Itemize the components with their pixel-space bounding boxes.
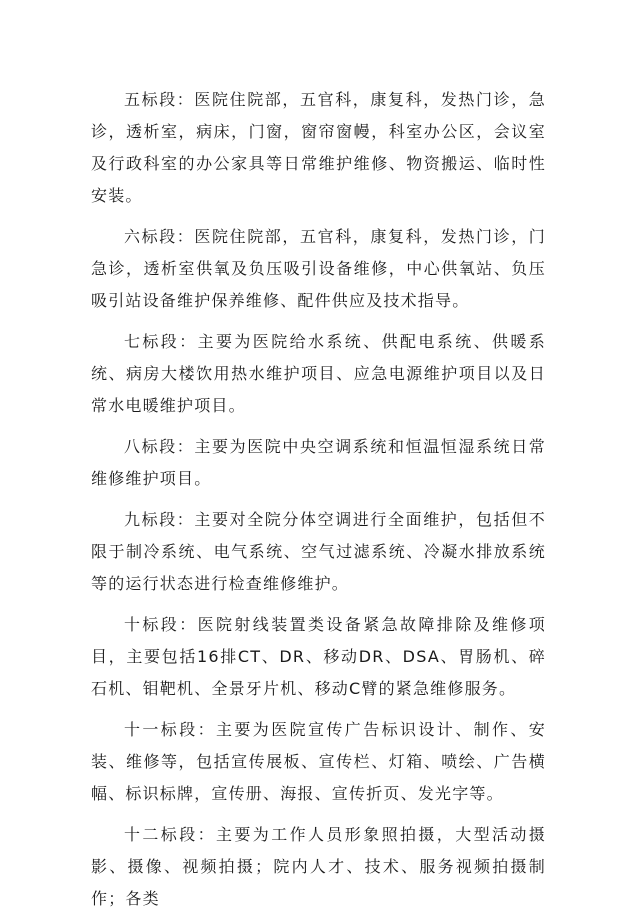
- paragraph-section-7: 七标段：主要为医院给水系统、供配电系统、供暖系统、病房大楼饮用热水维护项目、应急电源维护项目以及日常水电暖维护项目。: [91, 332, 546, 415]
- paragraph-section-8: 八标段：主要为医院中央空调系统和恒温恒湿系统日常维修维护项目。: [91, 437, 546, 488]
- paragraph-section-12: 十二标段：主要为工作人员形象照拍摄，大型活动摄影、摄像、视频拍摄；院内人才、技术、服务视频拍摄制作；各类: [91, 825, 546, 908]
- paragraph-section-11: 十一标段：主要为医院宣传广告标识设计、制作、安装、维修等，包括宣传展板、宣传栏、灯箱、喷绘、广告横幅、标识标牌，宣传册、海报、宣传折页、发光字等。: [91, 720, 546, 803]
- paragraph-section-6: 六标段：医院住院部，五官科，康复科，发热门诊，门急诊，透析室供氧及负压吸引设备维修，中心供氧站、负压吸引站设备维护保养维修、配件供应及技术指导。: [91, 227, 546, 310]
- document-body: [91, 84, 546, 924]
- paragraph-section-9: 九标段：主要对全院分体空调进行全面维护，包括但不限于制冷系统、电气系统、空气过滤系统、冷凝水排放系统等的运行状态进行检查维修维护。: [91, 510, 546, 593]
- paragraph-section-5: 五标段：医院住院部，五官科，康复科，发热门诊，急诊，透析室，病床，门窗，窗帘窗幔，科室办公区，会议室及行政科室的办公家具等日常维护维修、物资搬运、临时性安装。: [91, 90, 546, 205]
- paragraph-section-10: 十标段：医院射线装置类设备紧急故障排除及维修项目，主要包括16排CT、DR、移动DR、DSA、胃肠机、碎石机、钼靶机、全景牙片机、移动C臂的紧急维修服务。: [91, 615, 546, 698]
